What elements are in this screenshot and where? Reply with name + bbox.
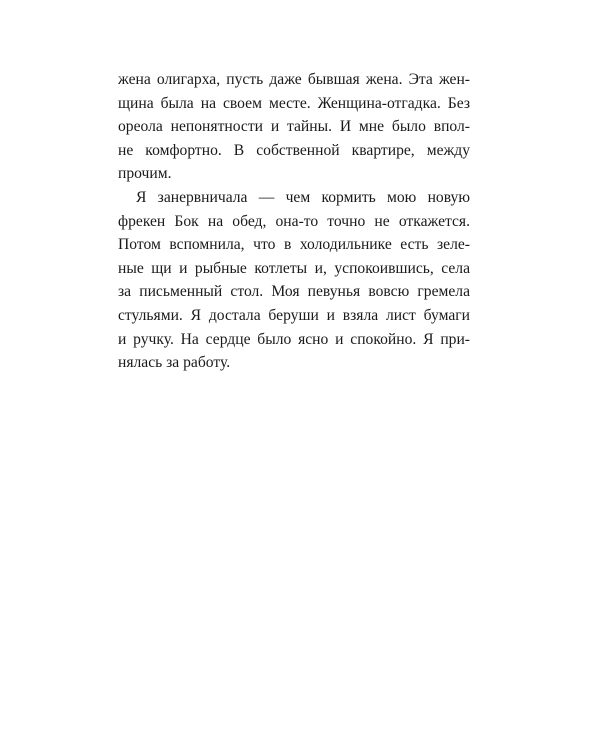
text-line: щина была на своем месте. Женщина-отгадка. Без: [118, 94, 470, 112]
text-line: не комфортно. В собственной квартире, между: [118, 141, 470, 159]
text-line: Потом вспомнила, что в холодильнике есть зеле-: [118, 236, 470, 254]
text-line: фрекен Бок на обед, она-то точно не откажется.: [118, 212, 470, 230]
text-line: прочим.: [118, 165, 172, 183]
text-line: нялась за работу.: [118, 354, 231, 372]
body-text: [118, 68, 470, 375]
text-line: Я занервничала — чем кормить мою новую: [136, 188, 470, 206]
text-line: ореола непонятности и тайны. И мне было впол-: [118, 118, 470, 136]
paragraph-1: [118, 68, 470, 186]
text-line: и ручку. На сердце было ясно и спокойно. Я при-: [118, 330, 470, 348]
text-line: жена олигарха, пусть даже бывшая жена. Эта жен-: [118, 71, 470, 88]
paragraph-2: [118, 186, 470, 375]
text-line: стульями. Я достала беруши и взяла лист бумаги: [118, 306, 470, 324]
text-line: за письменный стол. Моя певунья вовсю гремела: [118, 283, 470, 301]
text-line: ные щи и рыбные котлеты и, успокоившись, села: [118, 259, 470, 277]
